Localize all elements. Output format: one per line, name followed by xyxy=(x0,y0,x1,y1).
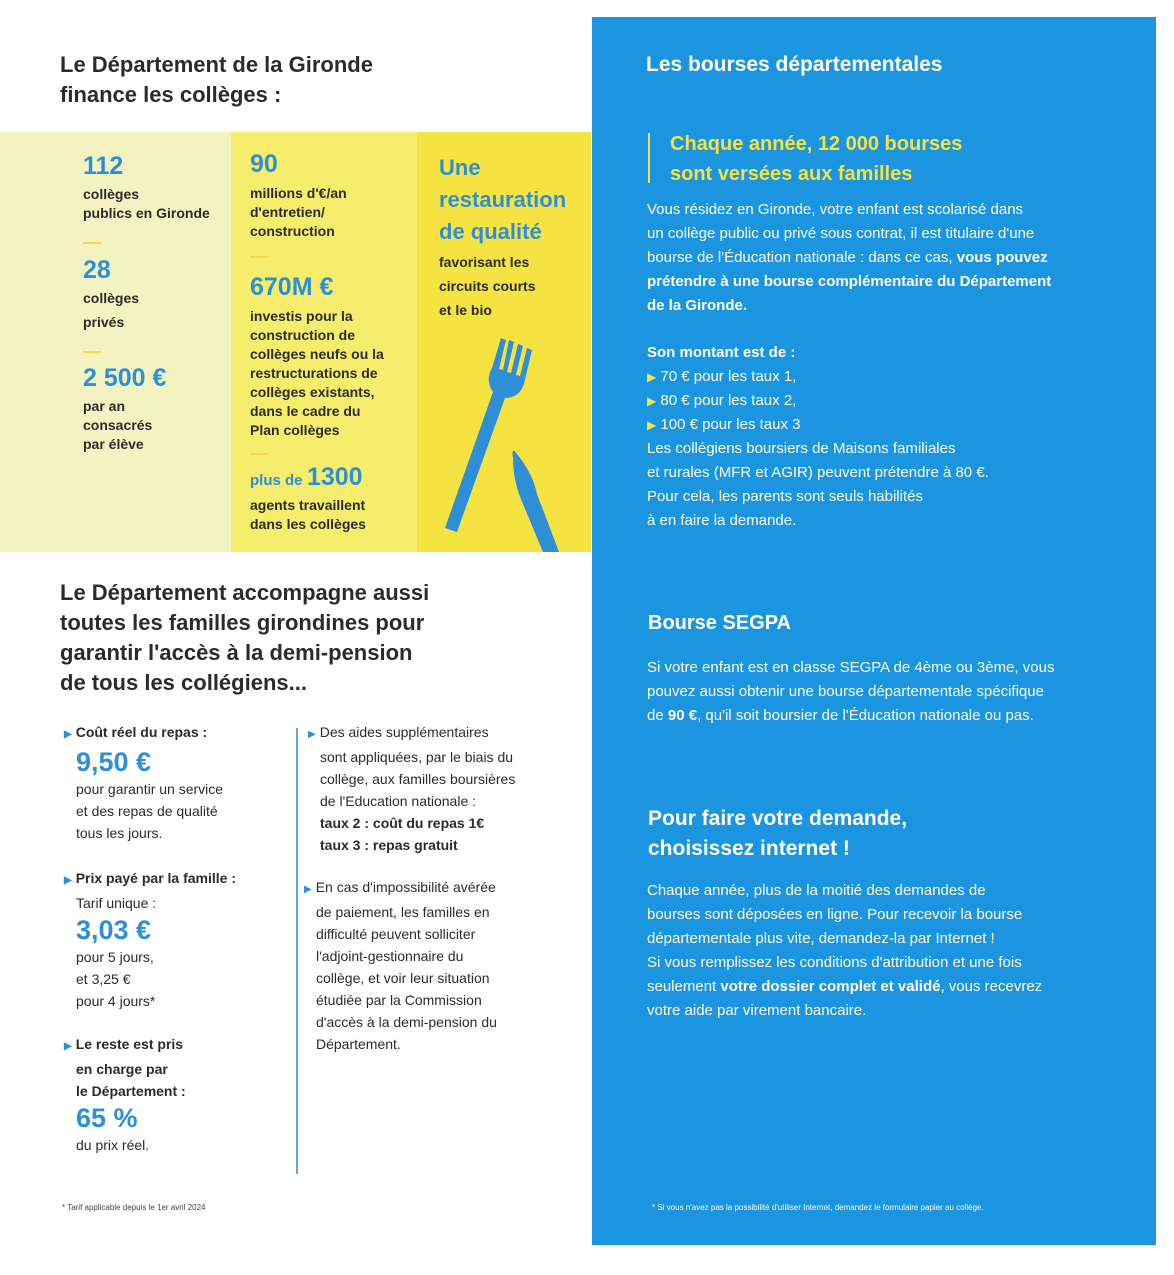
aides-line-4: de l'Education nationale : xyxy=(320,793,477,809)
triangle-bullet-icon: ▶ xyxy=(647,370,657,384)
impossibilite-section xyxy=(304,876,548,1055)
stat-670m-label-3: collèges neufs ou la xyxy=(250,346,384,362)
reste-section xyxy=(64,1033,284,1156)
cout-num: 9,50 € xyxy=(76,747,152,777)
stat-agents-label-2: dans les collèges xyxy=(250,516,366,532)
p1-line-3a: bourse de l'Éducation nationale : dans ce cas, xyxy=(647,249,957,266)
prix-line-0: Tarif unique : xyxy=(76,895,157,911)
stats-panel-3 xyxy=(417,132,591,552)
prix-line-2: et 3,25 € xyxy=(76,971,131,987)
stat-agents-prefix: plus de xyxy=(250,472,303,489)
accompagne-heading-3: garantir l'accès à la demi-pension xyxy=(60,640,413,665)
triangle-bullet-icon: ▶ xyxy=(647,418,657,432)
bourses-panel xyxy=(592,17,1156,1245)
triangle-bullet-icon: ▶ xyxy=(64,729,72,740)
demande-line-3: départementale plus vite, demandez-la par Internet ! xyxy=(647,930,995,947)
triangle-bullet-icon: ▶ xyxy=(304,884,312,895)
p1-line-2: un collège public ou privé sous contrat, il est titulaire d'une xyxy=(647,225,1035,242)
demande-line-4: Si vous remplissez les conditions d'attribution et une fois xyxy=(647,954,1022,971)
triangle-bullet-icon: ▶ xyxy=(64,1041,72,1052)
left-footnote: * Tarif applicable depuis le 1er avril 2024 xyxy=(62,1203,206,1212)
imp-line-2: de paiement, les familles en xyxy=(316,904,490,920)
cout-line-1: pour garantir un service xyxy=(76,781,224,797)
reste-num: 65 % xyxy=(76,1103,138,1133)
stat-670m-label-5: collèges existants, xyxy=(250,384,375,400)
stat-agents-num: 1300 xyxy=(306,463,363,491)
p1-line-4: prétendre à une bourse complémentaire du Département xyxy=(647,273,1052,290)
knife-icon xyxy=(477,442,591,552)
montant-6: Pour cela, les parents sont seuls habilités xyxy=(647,488,923,505)
demande-line-5a: seulement xyxy=(647,978,721,995)
imp-line-1: En cas d'impossibilité avérée xyxy=(315,879,496,895)
stat-670m-label-1: investis pour la xyxy=(250,308,353,324)
stat-agents xyxy=(250,463,363,491)
aides-section xyxy=(308,721,548,856)
segpa-line-3c: , qu'il soit boursier de l'Éducation nationale ou pas. xyxy=(697,707,1034,724)
divider xyxy=(250,453,268,455)
montant-4: Les collégiens boursiers de Maisons familiales xyxy=(647,440,956,457)
stat-670m-label-4: restructurations de xyxy=(250,365,378,381)
aides-line-3: collège, aux familles boursières xyxy=(320,771,516,787)
stat-colleges-prives-label-1: collèges xyxy=(83,290,140,306)
accompagne-heading-1: Le Département accompagne aussi xyxy=(60,580,430,605)
stat-par-eleve-num: 2 500 € xyxy=(83,364,167,392)
segpa-line-1: Si votre enfant est en classe SEGPA de 4ème ou 3ème, vous xyxy=(647,659,1055,676)
cout-label: Coût réel du repas : xyxy=(75,724,208,740)
restauration-text-1: favorisant les xyxy=(439,254,530,270)
restauration-text-2: circuits courts xyxy=(439,278,536,294)
triangle-bullet-icon: ▶ xyxy=(647,394,657,408)
stat-colleges-prives-label-2: privés xyxy=(83,314,125,330)
reste-line-3: le Département : xyxy=(76,1083,186,1099)
stat-670m-label-7: Plan collèges xyxy=(250,422,340,438)
prix-line-3: pour 4 jours* xyxy=(76,993,156,1009)
montant-2: 80 € pour les taux 2, xyxy=(660,392,797,409)
prix-section xyxy=(64,867,284,1012)
restauration-heading-1: Une xyxy=(439,155,481,180)
imp-line-4: l'adjoint-gestionnaire du xyxy=(316,948,464,964)
accompagne-heading xyxy=(60,578,480,698)
prix-label: Prix payé par la famille : xyxy=(75,870,236,886)
stat-millions-label-1: millions d'€/an xyxy=(250,185,347,201)
bourses-title: Les bourses départementales xyxy=(646,53,943,76)
segpa-paragraph xyxy=(647,656,1127,728)
stats-panel-1 xyxy=(0,132,231,552)
imp-line-7: d'accès à la demi-pension du xyxy=(316,1014,497,1030)
prix-line-1: pour 5 jours, xyxy=(76,949,154,965)
segpa-title: Bourse SEGPA xyxy=(648,612,791,634)
stat-colleges-publics-num: 112 xyxy=(83,152,124,180)
left-title-line1: Le Département de la Gironde xyxy=(60,52,373,77)
p1-line-3b: vous pouvez xyxy=(956,249,1048,266)
aides-line-1: Des aides supplémentaires xyxy=(319,724,489,740)
demande-line-2: bourses sont déposées en ligne. Pour recevoir la bourse xyxy=(647,906,1023,923)
p1-line-1: Vous résidez en Gironde, votre enfant est scolarisé dans xyxy=(647,201,1024,218)
segpa-line-3b: 90 € xyxy=(667,707,698,724)
divider xyxy=(250,256,268,258)
stat-par-eleve-label-1: par an xyxy=(83,398,126,414)
montant-5: et rurales (MFR et AGIR) peuvent prétendre à 80 €. xyxy=(647,464,989,481)
stat-par-eleve-label-3: par élève xyxy=(83,436,144,452)
restauration-text-3: et le bio xyxy=(439,302,492,318)
divider xyxy=(83,242,101,244)
demande-heading-2: choisissez internet ! xyxy=(648,837,850,860)
left-title-line2: finance les collèges : xyxy=(60,82,282,107)
accompagne-heading-2: toutes les familles girondines pour xyxy=(60,610,425,635)
demande-heading-1: Pour faire votre demande, xyxy=(648,807,908,830)
stat-670m-label-2: construction de xyxy=(250,327,356,343)
segpa-line-3a: de xyxy=(647,707,668,724)
aides-line-6: taux 3 : repas gratuit xyxy=(320,837,458,853)
stat-670m-num: 670M € xyxy=(250,273,334,301)
left-title xyxy=(60,50,480,110)
cout-line-2: et des repas de qualité xyxy=(76,803,218,819)
bourses-quote xyxy=(670,129,962,189)
demande-line-5c: , vous recevrez xyxy=(940,978,1043,995)
demande-paragraph xyxy=(647,879,1127,1023)
stat-colleges-publics-label-2: publics en Gironde xyxy=(83,205,210,221)
montant-3: 100 € pour les taux 3 xyxy=(660,416,801,433)
aides-line-2: sont appliquées, par le biais du xyxy=(320,749,514,765)
bourses-quote-1: Chaque année, 12 000 bourses xyxy=(670,133,963,155)
imp-line-3: difficulté peuvent solliciter xyxy=(316,926,476,942)
prix-num: 3,03 € xyxy=(76,915,152,945)
segpa-line-2: pouvez aussi obtenir une bourse départementale spécifique xyxy=(647,683,1044,700)
reste-line-1: Le reste est pris xyxy=(75,1036,184,1052)
montant-1: 70 € pour les taux 1, xyxy=(660,368,797,385)
stat-colleges-publics-label-1: collèges xyxy=(83,186,140,202)
quote-bar xyxy=(648,133,650,183)
stat-670m-label-6: dans le cadre du xyxy=(250,403,361,419)
cout-section xyxy=(64,721,284,844)
triangle-bullet-icon: ▶ xyxy=(64,875,72,886)
aides-line-5: taux 2 : coût du repas 1€ xyxy=(320,815,485,831)
p1-line-5: de la Gironde. xyxy=(647,297,748,314)
montant-label: Son montant est de : xyxy=(647,344,796,361)
stat-agents-label-1: agents travaillent xyxy=(250,497,366,513)
montant-section xyxy=(647,341,1127,533)
restauration-heading xyxy=(439,152,566,248)
accompagne-heading-4: de tous les collégiens... xyxy=(60,670,307,695)
bourses-paragraph xyxy=(647,198,1127,318)
imp-line-8: Département. xyxy=(316,1036,401,1052)
right-footnote: * Si vous n'avez pas la possibilité d'utiliser Internet, demandez le formulaire papier au collège. xyxy=(652,1203,984,1212)
montant-7: à en faire la demande. xyxy=(647,512,797,529)
reste-line-4: du prix réel. xyxy=(76,1137,150,1153)
cout-line-3: tous les jours. xyxy=(76,825,163,841)
imp-line-5: collège, et voir leur situation xyxy=(316,970,490,986)
restauration-heading-3: de qualité xyxy=(439,219,542,244)
restauration-text xyxy=(439,250,535,322)
stat-millions-label-2: d'entretien/ xyxy=(250,204,325,220)
column-divider xyxy=(296,728,298,1174)
reste-line-2: en charge par xyxy=(76,1061,168,1077)
stats-panel-2 xyxy=(231,132,417,552)
stat-colleges-prives-num: 28 xyxy=(83,256,111,284)
stat-par-eleve-label-2: consacrés xyxy=(83,417,153,433)
restauration-heading-2: restauration xyxy=(439,187,567,212)
divider xyxy=(83,351,101,353)
triangle-bullet-icon: ▶ xyxy=(308,729,316,740)
demande-line-5b: votre dossier complet et validé xyxy=(720,978,941,995)
demande-line-1: Chaque année, plus de la moitié des demandes de xyxy=(647,882,986,899)
bourses-quote-2: sont versées aux familles xyxy=(670,163,913,185)
imp-line-6: étudiée par la Commission xyxy=(316,992,482,1008)
demande-line-6: votre aide par virement bancaire. xyxy=(647,1002,867,1019)
demande-heading xyxy=(648,804,907,864)
stat-millions-num: 90 xyxy=(250,150,278,178)
stat-millions-label-3: construction xyxy=(250,223,335,239)
